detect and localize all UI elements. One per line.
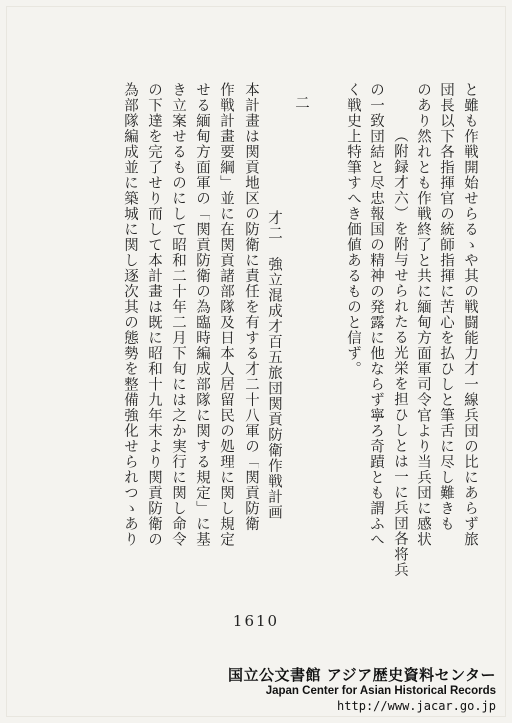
body-column-10: 作戦計畫要綱」並に在関貢諸部隊及日本人居留民の処理に関し規定 bbox=[218, 82, 234, 547]
footer-archive-name-ja: 国立公文書館 アジア歴史資料センター bbox=[227, 666, 496, 684]
footer-archive-name-en: Japan Center for Asian Historical Records bbox=[265, 685, 496, 697]
footer-archive-url: http://www.jacar.go.jp bbox=[337, 699, 496, 713]
body-column-12: き立案せるものにして昭和二十年二月下旬には之か実行に関し命令 bbox=[170, 82, 186, 547]
subsection-title: 才二 強立混成才百五旅団関貢防衛作戦計画 bbox=[266, 210, 282, 520]
body-column-11: せる緬甸方面軍の「関貢防衛の為臨時編成部隊に関する規定」に基 bbox=[194, 82, 210, 547]
body-column-2: 団長以下各指揮官の統師指揮に苦心を払ひしと筆舌に尽し難きも bbox=[438, 82, 454, 532]
body-column-3: のあり然れとも作戦終了と共に緬甸方面軍司令官より当兵団に感状 bbox=[415, 82, 431, 547]
body-column-14: 為部隊編成並に築城に関し逐次其の態勢を整備強化せられつゝあり bbox=[122, 82, 138, 547]
body-column-5: の一致団結と尽忠報国の精神の発露に他ならず寧ろ奇蹟とも謂ふへ bbox=[368, 82, 384, 547]
archive-footer bbox=[156, 666, 496, 714]
body-column-4: （附録才六）を附与せられたる光栄を担ひしとは一に兵団各将兵 bbox=[392, 128, 408, 578]
body-column-13: の下達を完了せり而して本計畫は既に昭和十九年末より関貢防衛の bbox=[146, 82, 162, 547]
body-column-1: と雖も作戦開始せらるゝや其の戦闘能力才一線兵団の比にあらず旅 bbox=[462, 82, 478, 547]
body-column-9: 本計畫は関貢地区の防衛に責任を有する才二十八軍の「関貢防衛 bbox=[243, 82, 259, 532]
body-column-6: く戦史上特筆すへき価値あるものと信ず。 bbox=[345, 82, 361, 377]
section-heading: 二 bbox=[293, 95, 309, 111]
page-number: 1610 bbox=[232, 612, 280, 630]
